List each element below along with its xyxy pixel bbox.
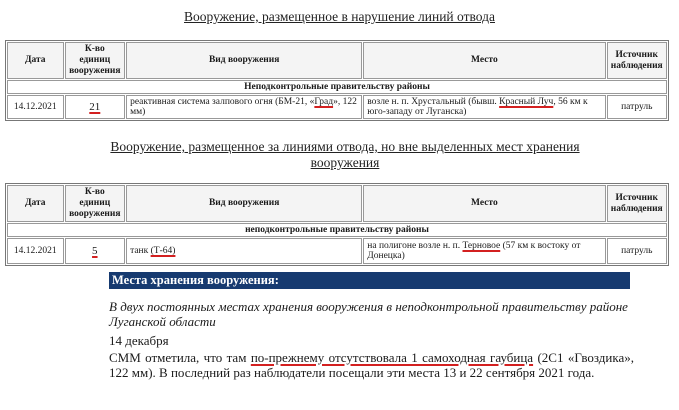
row-weapon: танк (Т-64) (126, 238, 362, 264)
row-place: возле н. п. Хрустальный (бывш. Красный Луч, 56 км к юго-западу от Луганска) (363, 95, 605, 119)
header-place: Место (363, 185, 605, 222)
header-source: Источник наблюдения (607, 42, 667, 79)
row-date: 14.12.2021 (7, 95, 64, 119)
row-weapon: реактивная система залпового огня (БМ-21, «Град», 122 мм) (126, 95, 362, 119)
section2-title: Вооружение, размещенное за линиями отвода, но вне выделенных мест хранения вооружения (110, 139, 580, 170)
row-count (65, 238, 126, 264)
header-date: Дата (7, 185, 64, 222)
region-row: Неподконтрольные правительству районы (7, 80, 667, 94)
header-count: К-во единиц вооружения (65, 42, 126, 79)
header-weapon: Вид вооружения (126, 185, 362, 222)
violations-table (5, 40, 669, 121)
storage-heading: Места хранения вооружения: (109, 272, 630, 289)
place-highlight: Красный Луч (499, 97, 554, 107)
place-highlight: Терновое (462, 241, 501, 251)
header-count: К-во единиц вооружения (65, 185, 126, 222)
weapon-highlight: (Т-64) (150, 246, 176, 256)
row-count (65, 95, 126, 119)
storage-intro: В двух постоянных местах хранения вооружения в неподконтрольной правительству районе Луганской области (109, 299, 628, 329)
row-place: на полигоне возле н. п. Терновое (57 км к востоку от Донецка) (363, 238, 605, 264)
weapon-highlight: Град (314, 97, 334, 107)
storage-highlight: по-прежнему отсутствовала 1 самоходная гаубица (250, 350, 534, 365)
header-weapon: Вид вооружения (126, 42, 362, 79)
row-source: патруль (607, 95, 667, 119)
outside-storage-table (5, 183, 669, 266)
region-row: неподконтрольные правительству районы (7, 223, 667, 237)
count-value: 5 (92, 245, 98, 257)
row-source: патруль (607, 238, 667, 264)
header-place: Место (363, 42, 605, 79)
section1-title: Вооружение, размещенное в нарушение линий отвода (184, 9, 495, 24)
header-date: Дата (7, 42, 64, 79)
header-source: Источник наблюдения (607, 185, 667, 222)
row-date: 14.12.2021 (7, 238, 64, 264)
storage-date: 14 декабря (109, 333, 169, 348)
storage-text: СММ отметила, что там по-прежнему отсутствовала 1 самоходная гаубица (2С1 «Гвоздика», 122 мм). В последний раз наблюдатели посещали эти места 13 и 22 сентября 2021 года. (109, 350, 634, 380)
count-value: 21 (89, 101, 101, 113)
